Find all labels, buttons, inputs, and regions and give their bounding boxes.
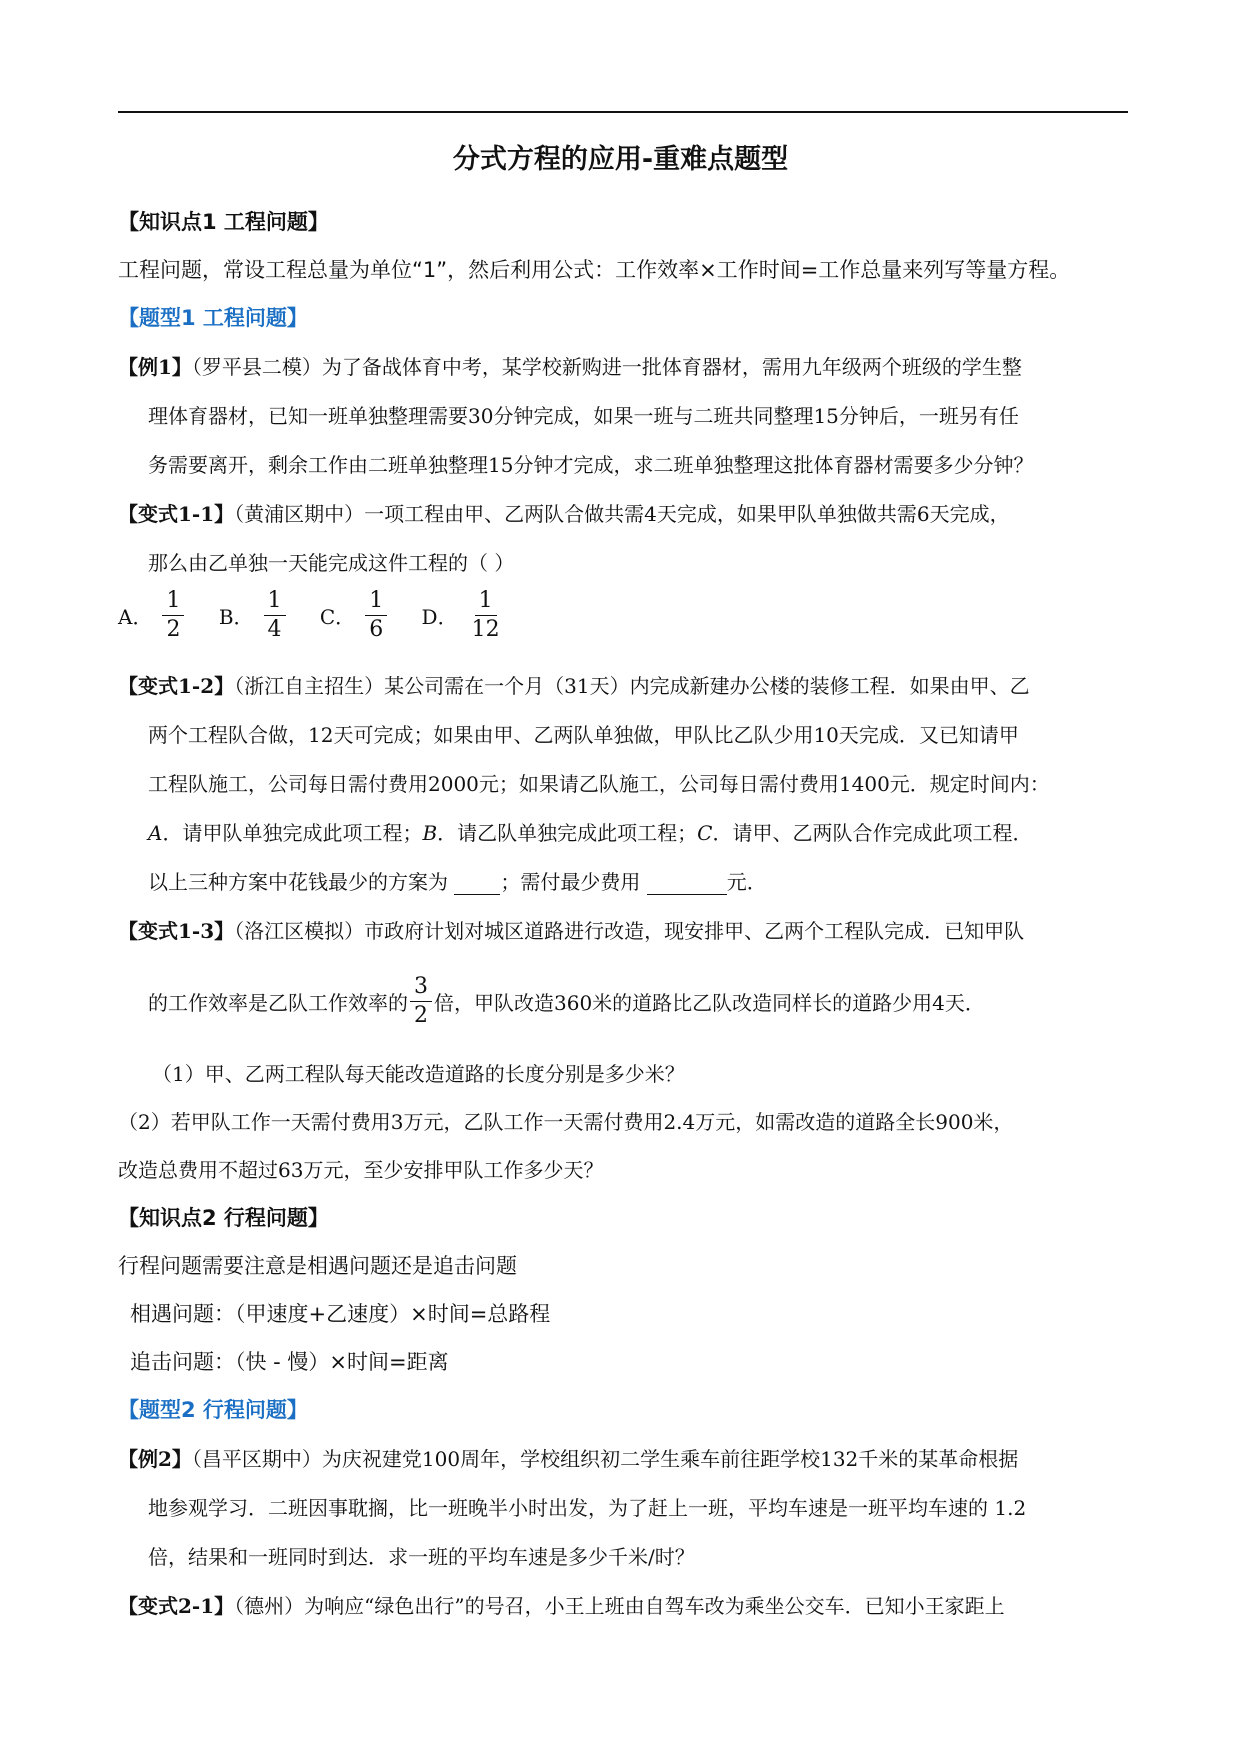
type2-header: 【题型2 行程问题】 — [118, 1398, 308, 1422]
kp2-header: 【知识点2 行程问题】 — [118, 1206, 329, 1230]
fraction-b: $\frac{1}{4}$ — [264, 590, 286, 641]
page-title: 分式方程的应用-重难点题型 — [452, 144, 789, 175]
option-b: B． $\frac{1}{4}$ — [219, 590, 288, 641]
fraction-c: $\frac{1}{6}$ — [365, 590, 387, 641]
fraction-d: $\frac{1}{12}$ — [471, 588, 500, 642]
option-c: C． $\frac{1}{6}$ — [320, 590, 389, 641]
variant11-tag: 【变式1-1】 — [118, 502, 235, 526]
fraction-a: $\frac{1}{2}$ — [162, 590, 184, 641]
answer-blank-plan — [454, 870, 500, 895]
type1-header: 【题型1 工程问题】 — [118, 306, 308, 330]
variant11-line1 — [118, 498, 1010, 527]
variant13-line1 — [118, 915, 1024, 944]
variant21-tag: 【变式2-1】 — [118, 1594, 235, 1618]
kp2-description: 行程问题需要注意是相遇问题还是追击问题 — [118, 1254, 517, 1278]
variant12-line3: 工程队施工，公司每日需付费用2000元；如果请乙队施工，公司每日需付费用1400元．规定时间内： — [148, 772, 1050, 796]
example2-tag: 【例2】 — [118, 1447, 192, 1471]
example1-line2: 理体育器材，已知一班单独整理需要30分钟完成，如果一班与二班共同整理15分钟后，一班另有任 — [148, 404, 1019, 428]
variant13-question1: （1）甲、乙两工程队每天能改造道路的长度分别是多少米？ — [152, 1062, 685, 1086]
example2-line2: 地参观学习．二班因事耽搁，比一班晚半小时出发，为了赶上一班，平均车速是一班平均车速的 1.2 — [148, 1496, 1027, 1520]
variant11-line2: 那么由乙单独一天能完成这件工程的（ ） — [148, 551, 515, 575]
example1-line3: 务需要离开，剩余工作由二班单独整理15分钟才完成，求二班单独整理这批体育器材需要多少分钟？ — [148, 453, 1034, 477]
variant13-tag: 【变式1-3】 — [118, 919, 235, 943]
example2-line1 — [118, 1443, 1018, 1472]
variant12-text1: （浙江自主招生）某公司需在一个月（31天）内完成新建办公楼的装修工程．如果由甲、乙 — [234, 674, 1030, 698]
example2-text1: （昌平区期中）为庆祝建党100周年，学校组织初二学生乘车前往距学校132千米的某革命根据 — [191, 1447, 1019, 1471]
kp2-chase-formula: 追击问题：（快 - 慢）×时间=距离 — [130, 1350, 449, 1374]
header-rule — [118, 111, 1128, 113]
variant21-line1 — [118, 1590, 1005, 1619]
kp1-description: 工程问题，常设工程总量为单位“1”，然后利用公式：工作效率×工作时间=工作总量来列写等量方程。 — [118, 258, 1071, 282]
example2-line3: 倍，结果和一班同时到达．求一班的平均车速是多少千米/时？ — [148, 1545, 695, 1569]
variant12-line1 — [118, 670, 1030, 699]
variant13-question2-line2: 改造总费用不超过63万元，至少安排甲队工作多少天？ — [118, 1158, 604, 1182]
option-a: A． $\frac{1}{2}$ — [118, 590, 186, 641]
example1-line1 — [118, 351, 1022, 380]
example1-text1: （罗平县二模）为了备战体育中考，某学校新购进一批体育器材，需用九年级两个班级的学生整 — [191, 355, 1022, 379]
variant13-line2: 的工作效率是乙队工作效率的 $\frac{3}{2}$ 倍，甲队改造360米的道路比乙队改造同样长的道路少用4天． — [148, 974, 985, 1028]
variant11-options — [118, 590, 532, 641]
variant12-line4: A．请甲队单独完成此项工程；B．请乙队单独完成此项工程；C．请甲、乙两队合作完成此项工程． — [148, 821, 1033, 845]
variant11-text1: （黄浦区期中）一项工程由甲、乙两队合做共需4天完成，如果甲队单独做共需6天完成， — [234, 502, 1010, 526]
option-d: D． $\frac{1}{12}$ — [422, 590, 506, 641]
variant13-text1: （洛江区模拟）市政府计划对城区道路进行改造，现安排甲、乙两个工程队完成．已知甲队 — [234, 919, 1025, 943]
answer-blank-cost — [647, 870, 727, 895]
kp1-header: 【知识点1 工程问题】 — [118, 210, 329, 234]
fraction-three-halves: $\frac{3}{2}$ — [410, 976, 432, 1027]
example1-tag: 【例1】 — [118, 355, 192, 379]
variant12-line2: 两个工程队合做，12天可完成；如果由甲、乙两队单独做，甲队比乙队少用10天完成．又已知请甲 — [148, 723, 1019, 747]
variant21-text1: （德州）为响应“绿色出行”的号召，小王上班由自驾车改为乘坐公交车．已知小王家距上 — [234, 1594, 1005, 1618]
variant13-question2-line1: （2）若甲队工作一天需付费用3万元，乙队工作一天需付费用2.4万元，如需改造的道路全长900米， — [118, 1110, 1014, 1134]
variant12-line5: 以上三种方案中花钱最少的方案为 ；需付最少费用 元． — [148, 870, 767, 894]
kp2-meet-formula: 相遇问题：（甲速度+乙速度）×时间=总路程 — [130, 1302, 551, 1326]
variant12-tag: 【变式1-2】 — [118, 674, 235, 698]
